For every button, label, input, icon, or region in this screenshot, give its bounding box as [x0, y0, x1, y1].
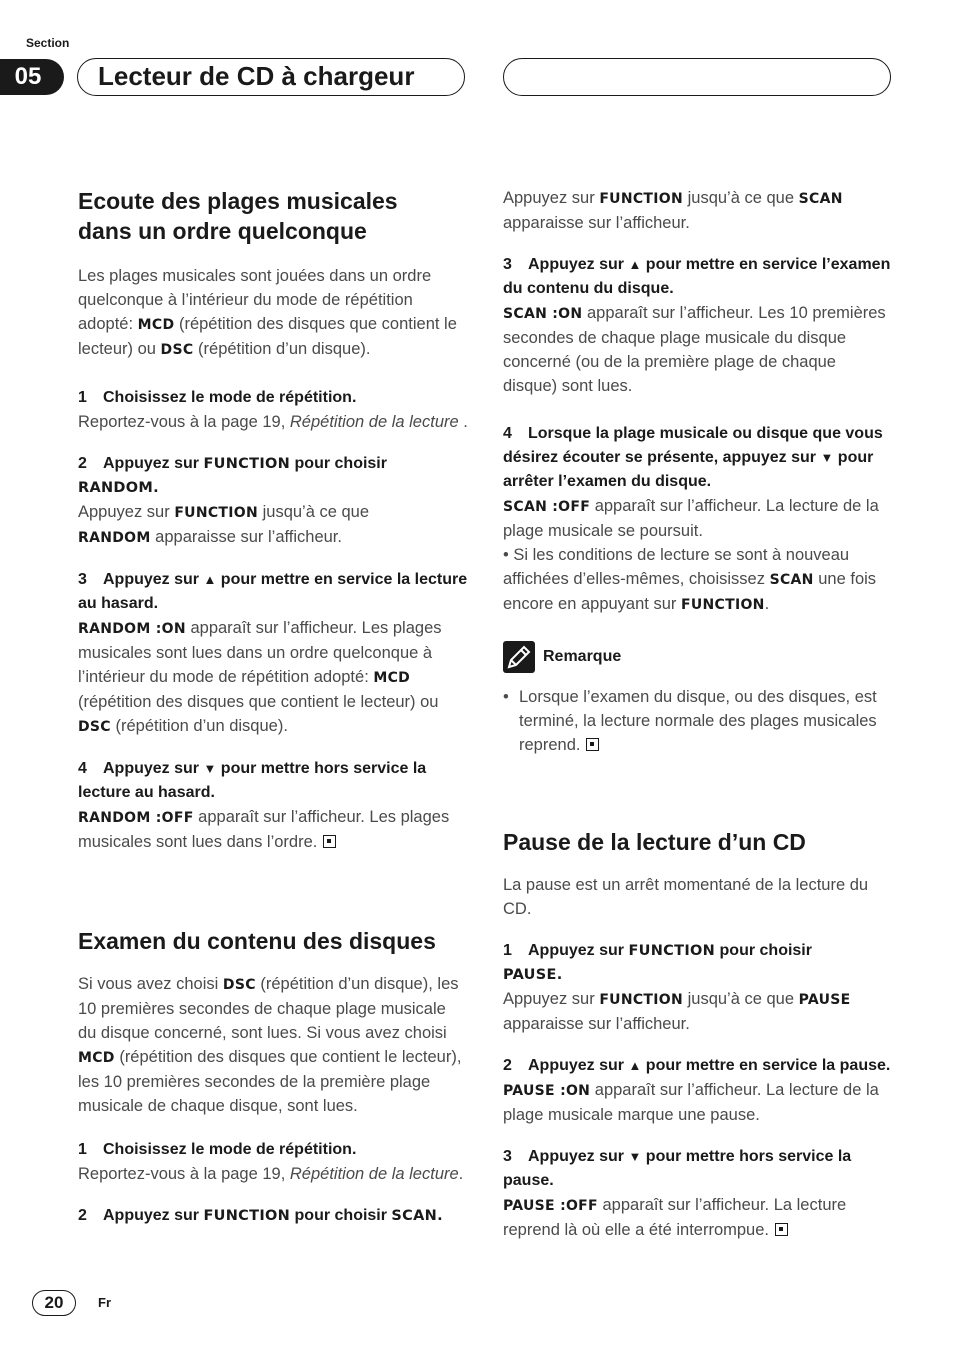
pause-step-1: 1 Appuyez sur FUNCTION pour choisir PAUSE. Appuyez sur FUNCTION jusqu’à ce que PAUSE apparaisse sur l’afficheur.: [503, 942, 851, 1033]
scan-heading: Examen du contenu des disques: [78, 928, 436, 954]
scan-step-1: 1 Choisissez le mode de répétition. Reportez-vous à la page 19, Répétition de la lecture.: [78, 1141, 464, 1183]
up-arrow-icon: ▲: [203, 572, 217, 587]
scan-step-4: 4 Lorsque la plage musicale ou disque que vous désirez écouter se présente, appuyez sur ▼ pour arrêter l’examen du disque. SCAN :OFF apparaît sur l’afficheur. La lecture de la plage musicale se poursuit. • Si les conditions de lecture se sont à nouveau affichées d’elles-mêmes, choisissez SCAN une fois encore en appuyant sur FUNCTION.: [503, 425, 883, 613]
random-intro: Les plages musicales sont jouées dans un ordre quelconque à l’intérieur du mode de répétition adopté: MCD (répétition des disques que contient le lecteur) ou DSC (répétition d’un disque).: [78, 267, 457, 358]
section-number-badge: 05: [0, 59, 64, 95]
scan-step-2: 2 Appuyez sur FUNCTION pour choisir SCAN.: [78, 1207, 443, 1224]
down-arrow-icon: ▼: [628, 1149, 642, 1164]
right-column: [503, 186, 893, 1242]
random-step-2: 2 Appuyez sur FUNCTION pour choisir RANDOM. Appuyez sur FUNCTION jusqu’à ce que RANDOM apparaisse sur l’afficheur.: [78, 455, 387, 546]
note-item: • Lorsque l’examen du disque, ou des disques, est terminé, la lecture normale des plages musicales reprend.: [503, 688, 877, 754]
random-step-4: 4 Appuyez sur ▼ pour mettre hors service la lecture au hasard. RANDOM :OFF apparaît sur l’afficheur. Les plages musicales sont lues dans l’ordre.: [78, 760, 450, 851]
random-step-3: 3 Appuyez sur ▲ pour mettre en service la lecture au hasard. RANDOM :ON apparaît sur l’afficheur. Les plages musicales sont lues dans un ordre quelconque à l’intérieur du mode de répétition adopté: MCD (répétition des disques que contient le lecteur) ou DSC (répétition d’un disque).: [78, 571, 468, 735]
pencil-note-icon: [503, 641, 535, 673]
down-arrow-icon: ▼: [820, 450, 834, 465]
end-mark-icon: [323, 835, 336, 848]
up-arrow-icon: ▲: [628, 257, 642, 272]
random-heading: Ecoute des plages musicales dans un ordre quelconque: [78, 188, 398, 244]
up-arrow-icon: ▲: [628, 1058, 642, 1073]
left-column: [78, 186, 468, 1228]
chapter-title: Lecteur de CD à chargeur: [77, 58, 465, 96]
note-title: Remarque: [543, 648, 622, 665]
random-step-1: 1 Choisissez le mode de répétition. Reportez-vous à la page 19, Répétition de la lecture .: [78, 389, 468, 431]
end-mark-icon: [586, 738, 599, 751]
pause-heading: Pause de la lecture d’un CD: [503, 829, 806, 855]
page-number: 20: [32, 1290, 76, 1316]
down-arrow-icon: ▼: [203, 761, 217, 776]
scan-intro: Si vous avez choisi DSC (répétition d’un disque), les 10 premières secondes de chaque plage musicale du disque concerné, sont lues. Si vous avez choisi MCD (répétition des disques que contient le lecteur), les 10 premières secondes de la première plage musicale de chaque disque, sont lues.: [78, 975, 462, 1115]
pause-step-3: 3 Appuyez sur ▼ pour mettre hors service la pause. PAUSE :OFF apparaît sur l’afficheur. La lecture reprend là où elle a été interrompue.: [503, 1148, 852, 1239]
scan-step2-body: Appuyez sur FUNCTION jusqu’à ce que SCAN apparaisse sur l’afficheur.: [503, 189, 843, 232]
pause-step-2: 2 Appuyez sur ▲ pour mettre en service la pause. PAUSE :ON apparaît sur l’afficheur. La lecture de la plage musicale marque une pause.: [503, 1057, 891, 1124]
end-mark-icon: [775, 1223, 788, 1236]
language-code: Fr: [98, 1295, 111, 1310]
note-block: [503, 641, 893, 757]
header-empty-box: [503, 58, 891, 96]
scan-step-3: 3 Appuyez sur ▲ pour mettre en service l’examen du contenu du disque. SCAN :ON apparaît sur l’afficheur. Les 10 premières secondes de chaque plage musicale du disque concerné (ou de la première plage de chaque disque) sont lues.: [503, 256, 891, 395]
section-label: Section: [26, 36, 70, 50]
pause-intro: La pause est un arrêt momentané de la lecture du CD.: [503, 876, 869, 918]
